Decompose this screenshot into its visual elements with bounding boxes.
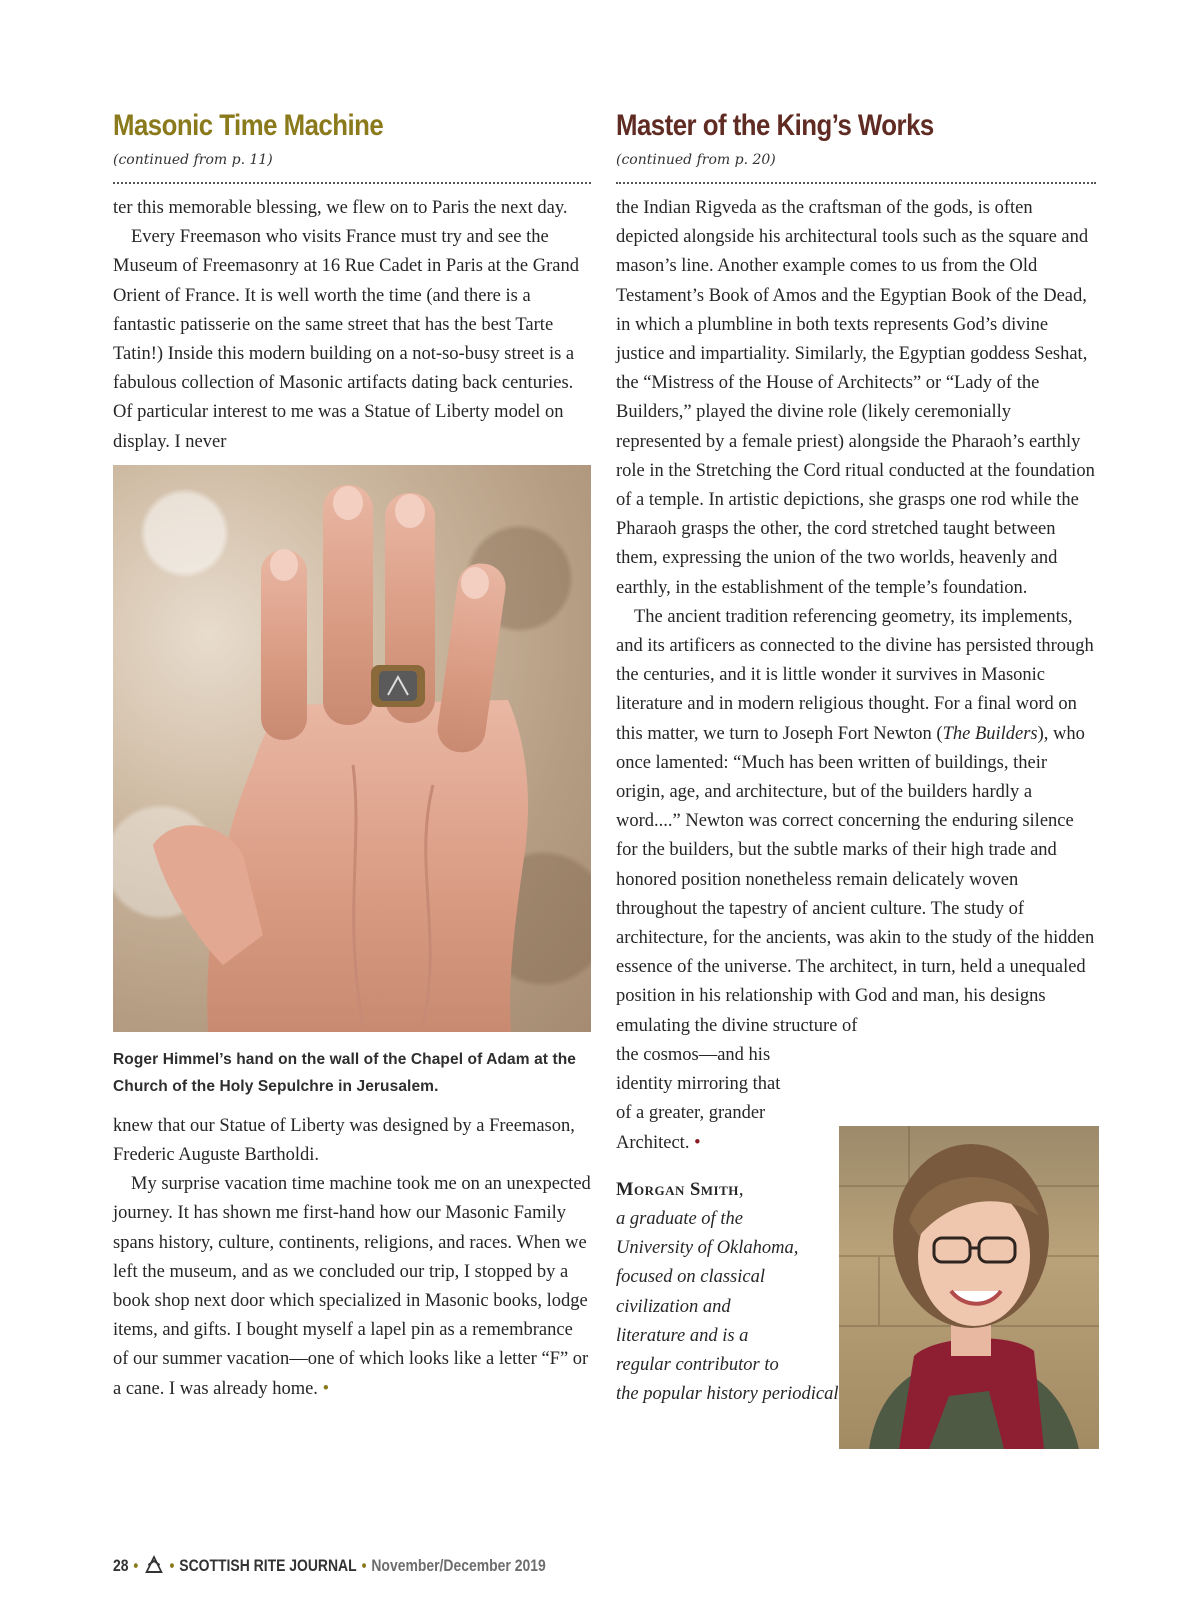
left-paragraph-3: knew that our Statue of Liberty was designed by a Freemason, Frederic Auguste Bartholdi. [113, 1115, 575, 1166]
publication-name-footer: SCOTTISH RITE JOURNAL [179, 1556, 357, 1575]
end-of-article-mark: • [694, 1132, 701, 1153]
left-paragraph-2: Every Freemason who visits France must try and see the Museum of Freemasonry at 16 Rue Cadet in Paris at the Grand Orient of France. It is well worth the time (and there is a fantastic patisserie on the same street that has the best Tarte Tatin!) Inside this modern building on a not-so-busy street is a fabulous collection of Masonic artifacts dating back centuries. Of particular interest to me was a Statue of Liberty model on display. I never [113, 227, 579, 452]
right-dotted-divider [616, 182, 1096, 184]
page-footer: 28 • • SCOTTISH RITE JOURNAL • November/December 2019 [113, 1556, 546, 1575]
left-paragraph-4: My surprise vacation time machine took me on an unexpected journey. It has shown me first-hand how our Masonic Family spans history, culture, continents, religions, and races. When we left the museum, and as we concluded our trip, I stopped by a book shop next door which specialized in Masonic books, lodge items, and gifts. I bought myself a lapel pin as a remembrance of our summer vacation—one of which looks like a letter “F” or a cane. I was already home. • [113, 1174, 591, 1399]
end-of-article-mark: • [322, 1378, 330, 1399]
author-portrait-photo [839, 1126, 1099, 1449]
right-continued-note: (continued from p. 20) [616, 152, 776, 168]
left-dotted-divider [113, 182, 591, 184]
double-eagle-emblem-icon [143, 1555, 164, 1575]
left-article [113, 104, 591, 1404]
hand-on-wall-photo [113, 465, 591, 1032]
page-number: 28 [113, 1556, 129, 1575]
right-paragraph-2-wrap: the cosmos—and his identity mirroring that of a greater, grander Architect. • [616, 1044, 781, 1153]
hand-photo-caption: Roger Himmel’s hand on the wall of the Chapel of Adam at the Church of the Holy Sepulchre in Jerusalem. [113, 1050, 577, 1095]
author-bio: Morgan Smith, a graduate of the University of Oklahoma, focused on classical civilization and literature and is a regular contributor to the popular history periodical [616, 1176, 1096, 1410]
left-continued-note: (continued from p. 11) [113, 152, 273, 168]
author-name: Morgan Smith [616, 1179, 739, 1200]
book-title: The Builders [942, 723, 1038, 744]
right-article-title: Master of the King’s Works [616, 109, 934, 142]
left-paragraph-1: ter this memorable blessing, we flew on to Paris the next day. [113, 198, 568, 218]
left-article-title: Masonic Time Machine [113, 109, 384, 142]
right-paragraph-2: The ancient tradition referencing geometry, its implements, and its artificers as connected to the divine has persisted through the centuries, and it is little wonder it survives in Masonic literature and in modern religious thought. For a final word on this matter, we turn to Joseph Fort Newton (The Builders), who once lamented: “Much has been written of buildings, their origin, age, and architecture, but of the builders hardly a word....” Newton was correct concerning the enduring silence for the builders, but the subtle marks of their high trade and honored position nonetheless remain delicately woven throughout the tapestry of ancient culture. The study of architecture, for the ancients, was akin to the study of the hidden essence of the universe. The architect, in turn, held a unequaled position in his relationship with God and man, his designs emulating the divine structure of [616, 606, 1095, 1036]
right-paragraph-1: the Indian Rigveda as the craftsman of the gods, is often depicted alongside his architectural tools such as the square and mason’s line. Another example comes to us from the Old Testament’s Book of Amos and the Egyptian Book of the Dead, in which a plumbline in both texts represents God’s divine justice and impartiality. Similarly, the Egyptian goddess Seshat, the “Mistress of the House of Architects” or “Lady of the Builders,” played the divine role (likely ceremonially represented by a female priest) alongside the Pharaoh’s earthly role in the Stretching the Cord ritual conducted at the foundation of a temple. In artistic depictions, she grasps one rod while the Pharaoh grasps the other, the cord stretched taught between them, expressing the union of the two worlds, heavenly and earthly, in the establishment of the temple’s foundation. [616, 198, 1095, 598]
issue-date: November/December 2019 [371, 1556, 546, 1575]
